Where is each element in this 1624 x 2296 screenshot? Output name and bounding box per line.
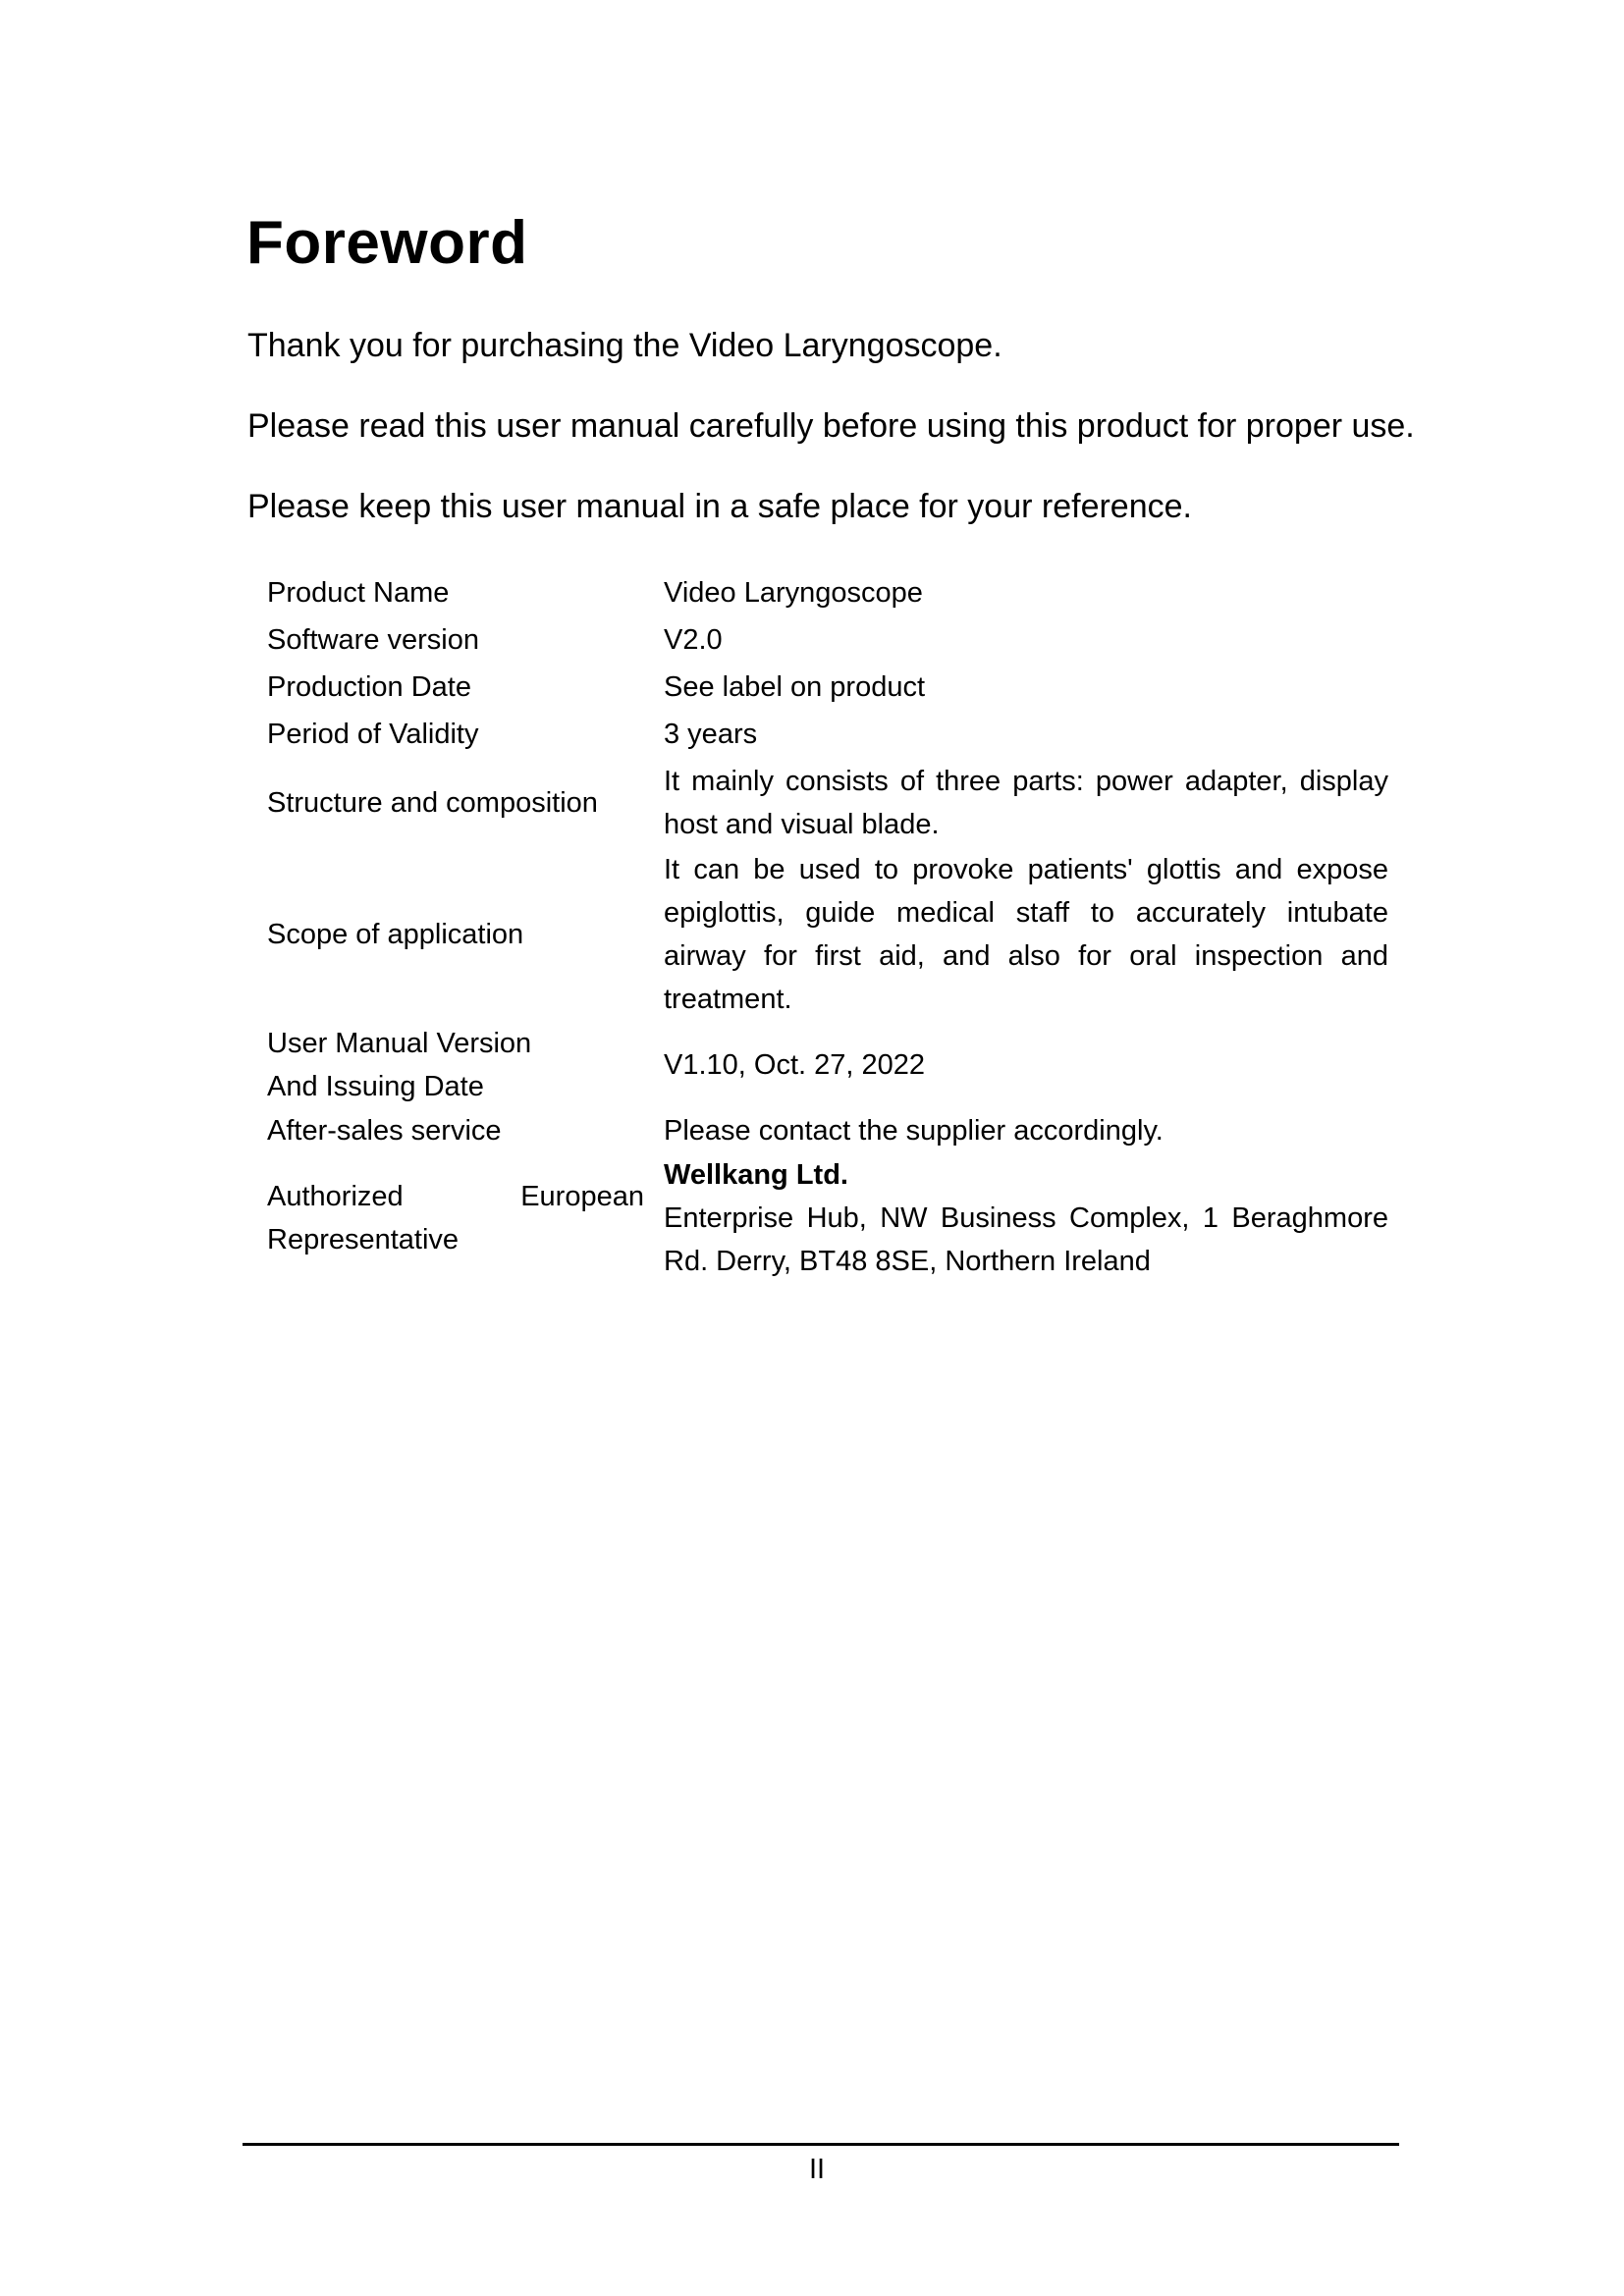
eu-rep-label-line1: Authorized European bbox=[267, 1181, 644, 1212]
table-row-product-name bbox=[259, 569, 1388, 616]
intro-keep-manual: Please keep this user manual in a safe place for your reference. bbox=[247, 488, 1192, 525]
product-info-table bbox=[259, 569, 1388, 1284]
page-number: II bbox=[808, 2154, 826, 2185]
scope-label: Scope of application bbox=[267, 919, 524, 950]
table-row-production-date bbox=[259, 664, 1388, 711]
scope-value: It can be used to provoke patients' glottis and expose epiglottis, guide medical staff to accurately intubate airway for first aid, and also for oral inspection and treatment. bbox=[664, 854, 1388, 1015]
manual-version-label-line1: User Manual Version bbox=[267, 1028, 532, 1059]
product-name-value: Video Laryngoscope bbox=[664, 577, 923, 609]
table-row-structure bbox=[259, 758, 1388, 848]
manual-version-label bbox=[259, 1021, 652, 1109]
software-version-value: V2.0 bbox=[664, 624, 723, 656]
after-sales-value: Please contact the supplier accordingly. bbox=[664, 1115, 1164, 1147]
eu-rep-address: Enterprise Hub, NW Business Complex, 1 Beraghmore Rd. Derry, BT48 8SE, Northern Ireland bbox=[664, 1202, 1388, 1277]
page-title: Foreword bbox=[246, 209, 528, 277]
period-of-validity-label: Period of Validity bbox=[267, 719, 479, 750]
production-date-label: Production Date bbox=[267, 671, 471, 703]
table-row-manual-version bbox=[259, 1021, 1388, 1109]
table-row-period-of-validity bbox=[259, 711, 1388, 758]
eu-rep-label-line2: Representative bbox=[267, 1224, 460, 1255]
software-version-label: Software version bbox=[267, 624, 479, 656]
structure-value: It mainly consists of three parts: power adapter, display host and visual blade. bbox=[664, 766, 1388, 840]
eu-rep-label bbox=[259, 1152, 652, 1284]
eu-rep-value bbox=[652, 1152, 1388, 1284]
after-sales-label: After-sales service bbox=[267, 1115, 502, 1147]
intro-thank-you: Thank you for purchasing the Video Laryngoscope. bbox=[247, 327, 1002, 364]
table-row-after-sales bbox=[259, 1109, 1388, 1152]
table-row-software-version bbox=[259, 616, 1388, 664]
table-row-scope bbox=[259, 848, 1388, 1021]
intro-read-manual: Please read this user manual carefully before using this product for proper use. bbox=[247, 407, 1415, 445]
eu-rep-company: Wellkang Ltd. bbox=[664, 1159, 848, 1191]
product-name-label: Product Name bbox=[267, 577, 450, 609]
period-of-validity-value: 3 years bbox=[664, 719, 758, 750]
structure-label: Structure and composition bbox=[267, 787, 598, 819]
production-date-value: See label on product bbox=[664, 671, 926, 703]
table-row-eu-rep bbox=[259, 1152, 1388, 1284]
footer-divider bbox=[243, 2143, 1399, 2146]
manual-version-value: V1.10, Oct. 27, 2022 bbox=[664, 1049, 926, 1081]
manual-version-label-line2: And Issuing Date bbox=[267, 1071, 484, 1102]
